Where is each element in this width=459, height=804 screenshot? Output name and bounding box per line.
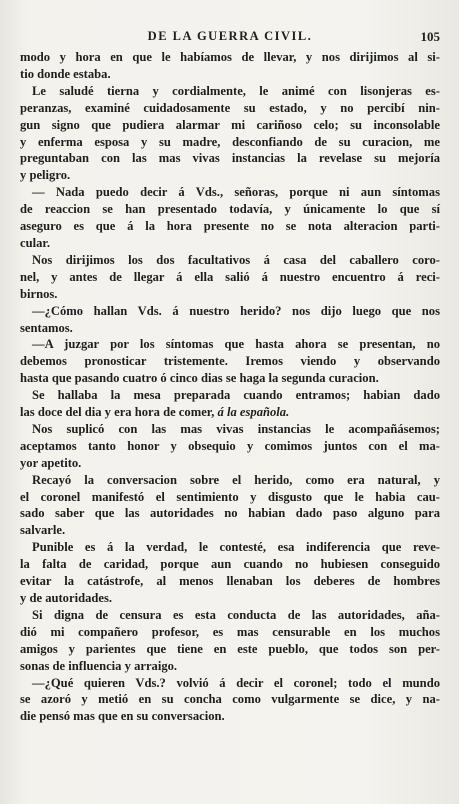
text-line: Nos suplicó con las mas vivas instancias le acompañásemos;	[32, 421, 440, 436]
text-line: peranzas, examiné cuidadosamente su estado, y no percibí nin-	[20, 100, 440, 115]
text-line: las doce del dia y era hora de comer, á la española.	[20, 405, 290, 420]
text-line: — Nada puedo decir á Vds., señoras, porque ni aun síntomas	[32, 185, 440, 200]
text-line: dió mi compañero profesor, es mas censurable en los muchos	[20, 624, 440, 639]
text-line: Nos dirijimos los dos facultativos á casa del caballero coro-	[32, 252, 440, 267]
text-line: preguntaban con las mas vivas instancias la revelase su mejoría	[20, 151, 440, 166]
text-line: y peligro.	[20, 168, 71, 183]
paragraph	[20, 336, 440, 387]
text-line: hasta que pasando cuatro ó cinco dias se haga la segunda curacion.	[20, 371, 379, 386]
text-line: Si digna de censura es esta conducta de las autoridades, aña-	[32, 607, 440, 622]
page-number: 105	[420, 29, 440, 44]
text-line: —A juzgar por los síntomas que hasta ahora se presentan, no	[32, 337, 440, 352]
text-line: y de autoridades.	[20, 591, 113, 605]
paragraph	[20, 184, 440, 252]
text-line: la falta de caridad, porque aun cuando no hubiesen conseguido	[20, 557, 440, 572]
text-line: die pensó mas que en su conversacion.	[20, 709, 225, 724]
paragraph	[20, 675, 440, 726]
text-line: cular.	[20, 235, 50, 250]
text-line: el coronel manifestó el sentimiento y disgusto que le habia cau-	[20, 489, 440, 504]
text-line: nel, y antes de llegar á ella salió á nuestro encuentro á reci-	[20, 269, 440, 284]
text-line: Punible es á la verdad, le contesté, esa indiferencia que reve-	[32, 540, 440, 555]
paragraph	[20, 252, 440, 303]
italic-phrase: á la española.	[217, 405, 290, 420]
body-text	[20, 49, 440, 725]
paragraph	[20, 49, 440, 83]
text-line: yor apetito.	[20, 455, 82, 470]
running-head: DE LA GUERRA CIVIL.	[147, 29, 313, 43]
paragraph	[20, 421, 440, 472]
text-line: sado saber que las autoridades no habian dado paso alguno para	[20, 506, 440, 521]
text-line: Recayó la conversacion sobre el herido, como era natural, y	[32, 472, 440, 487]
text-line: de reaccion se han presentado todavía, y únicamente lo que sí	[20, 202, 440, 217]
text-line: evitar la catástrofe, al menos llenaban los deberes de hombres	[20, 574, 440, 589]
text-line: sonas de influencia y arraigo.	[20, 658, 178, 673]
text-line: tio donde estaba.	[20, 66, 111, 81]
page-header	[20, 29, 440, 47]
paragraph	[20, 539, 440, 607]
text-line: —¿Cómo hallan Vds. á nuestro herido? nos dijo luego que nos	[32, 303, 440, 318]
paragraph	[20, 472, 440, 540]
text-line: y enferma esposa y su madre, desconfiando de su curacion, me	[20, 134, 440, 149]
text-line: aseguro es que á la hora presente no se nota alteracion parti-	[20, 219, 440, 234]
text-line: se azoró y metió en su concha como vulgarmente se dice, y na-	[20, 692, 440, 707]
text-line: gun signo que pudiera alarmar mi cariñoso celo; su inconsolable	[20, 117, 440, 132]
text-line: —¿Qué quieren Vds.? volvió á decir el coronel; todo el mundo	[32, 675, 440, 690]
text-line: sentamos.	[20, 320, 73, 335]
paragraph	[20, 303, 440, 337]
text-line: amigos y parientes que tiene en este pueblo, que todos son per-	[20, 641, 440, 656]
text-line: birnos.	[20, 286, 58, 301]
text-line: debemos pronosticar tristemente. Iremos viendo y observando	[20, 354, 440, 369]
text-line: Se hallaba la mesa preparada cuando entramos; habian dado	[32, 388, 440, 403]
paragraph	[20, 83, 440, 184]
paragraph	[20, 607, 440, 675]
paragraph	[20, 387, 440, 421]
text-line: modo y hora en que le habíamos de llevar, y nos dirijimos al si-	[20, 50, 440, 64]
text-line: aceptamos tanto honor y obsequio y comimos juntos con el ma-	[20, 438, 440, 453]
text-line: salvarle.	[20, 523, 66, 538]
text-line: Le saludé tierna y cordialmente, le animé con lisonjeras es-	[32, 83, 440, 98]
